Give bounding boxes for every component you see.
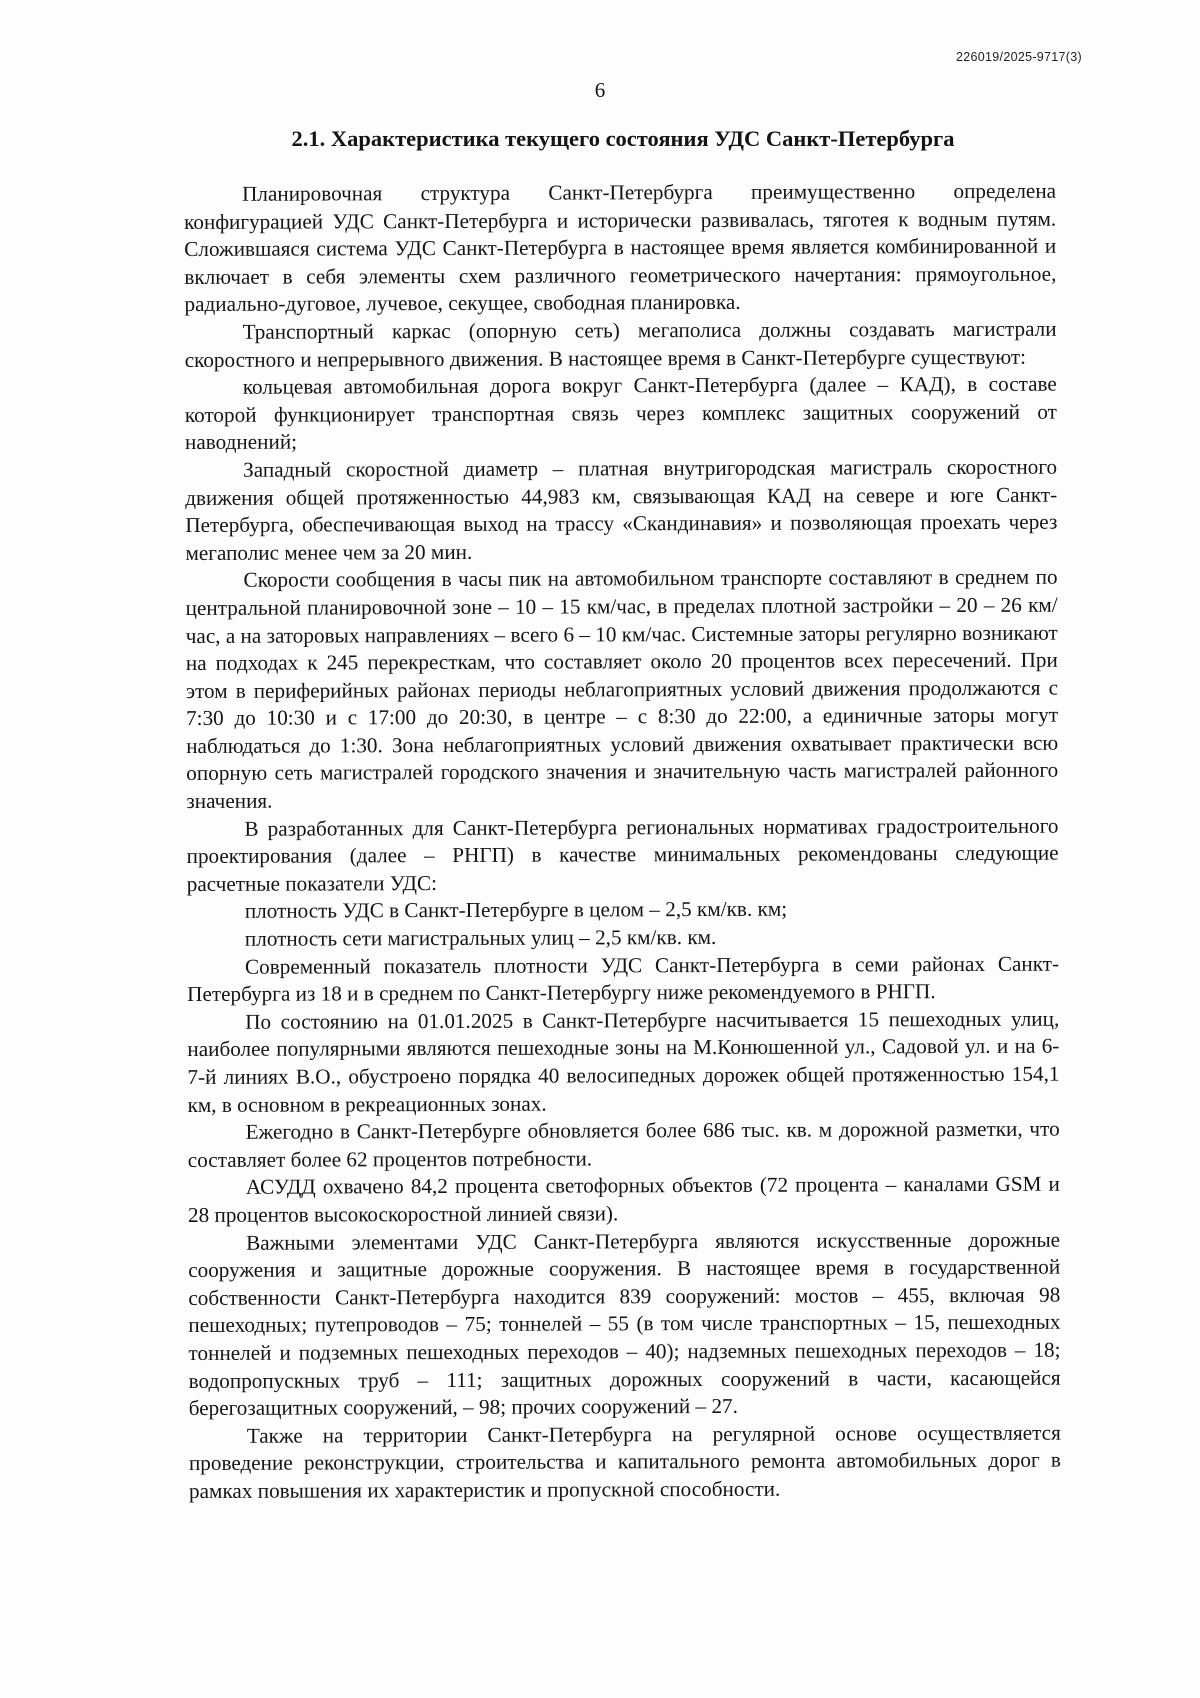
paragraph-asudd: АСУДД охвачено 84,2 процента светофорных объектов (72 процента – каналами GSM и 28 процентов высокоскоростной линией связи).: [187, 1172, 1060, 1227]
paragraph-speeds: Скорости сообщения в часы пик на автомобильном транспорте составляют в среднем по центральной планировочной зоне – 10 – 15 км/час, в пределах плотной застройки – 20 – 26 км/час, а на заторовых направлениях – всего 6 – 10 км/час. Системные заторы регулярно возникают на подходах к 245 перекресткам, что составляет около 20 процентов всех пересечений. При этом в периферийных районах периоды неблагоприятных условий движения продолжаются с 7:30 до 10:30 и с 17:00 до 20:30, в центре – с 8:30 до 22:00, а единичные заторы могут наблюдаться до 1:30. Зона неблагоприятных условий движения охватывает практически всю опорную сеть магистралей городского значения и значительную часть магистралей районного значения.: [185, 564, 1059, 814]
paragraph-rngp: В разработанных для Санкт-Петербурга региональных нормативах градостроительного проектирования (далее – РНГП) в качестве минимальных рекомендованы следующие расчетные показатели УДС:: [186, 813, 1059, 896]
paragraph-transport-frame: Транспортный каркас (опорную сеть) мегаполиса должны создавать магистрали скоростного и непрерывного движения. В настоящее время в Санкт-Петербурге существуют:: [184, 316, 1057, 372]
document-id: 226019/2025-9717(3): [956, 50, 1082, 64]
paragraph-zsd: Западный скоростной диаметр – платная внутригородская магистраль скоростного движения общей протяженностью 44,983 км, связывающая КАД на севере и юге Санкт-Петербурга, обеспечивающая выход на трассу «Скандинавия» и позволяющая проехать через мегаполис менее чем за 20 мин.: [185, 454, 1058, 565]
paragraph-reconstruction: Также на территории Санкт-Петербурга на регулярной основе осуществляется проведение реконструкции, строительства и капитального ремонта автомобильных дорог в рамках повышения их характеристик и пропускной способности.: [188, 1420, 1061, 1503]
paragraph-pedestrian: По состоянию на 01.01.2025 в Санкт-Петербурге насчитывается 15 пешеходных улиц, наиболее популярными являются пешеходные зоны на М.Конюшенной ул., Садовой ул. и на 6-7-й линиях В.О., обустроено порядка 40 велосипедных дорожек общей протяженностью 154,1 км, в основном в рекреационных зонах.: [187, 1006, 1060, 1117]
paragraph-density-uds: плотность УДС в Санкт-Петербурге в целом – 2,5 км/кв. км;: [244, 897, 788, 924]
paragraph-density-current: Современный показатель плотности УДС Санкт-Петербурга в семи районах Санкт-Петербурга из 18 и в среднем по Санкт-Петербургу ниже рекомендуемого в РНГП.: [187, 951, 1060, 1007]
paragraph-road-marking: Ежегодно в Санкт-Петербурге обновляется более 686 тыс. кв. м дорожной разметки, что составляет более 62 процентов потребности.: [187, 1116, 1060, 1172]
paragraph-structures: Важными элементами УДС Санкт-Петербурга являются искусственные дорожные сооружения и защитные дорожные сооружения. В настоящее время в государственной собственности Санкт-Петербурга находится 839 сооружений: мостов – 455, включая 98 пешеходных; путепроводов – 75; тоннелей – 55 (в том числе транспортных – 15, пешеходных тоннелей и подземных пешеходных переходов – 40); надземных пешеходных переходов – 18; водопропускных труб – 111; защитных дорожных сооружений в части, касающейся берегозащитных сооружений, – 98; прочих сооружений – 27.: [188, 1227, 1061, 1421]
document-body: [184, 178, 1061, 1506]
page-number: 6: [594, 78, 606, 102]
paragraph-kad: кольцевая автомобильная дорога вокруг Санкт-Петербурга (далее – КАД), в составе которой функционирует транспортная связь через комплекс защитных сооружений от наводнений;: [184, 371, 1057, 455]
paragraph-density-streets: плотность сети магистральных улиц – 2,5 км/кв. км.: [244, 924, 717, 951]
section-title: 2.1. Характеристика текущего состояния УДС Санкт-Петербурга: [291, 126, 955, 151]
paragraph-planning-structure: Планировочная структура Санкт-Петербурга преимущественно определена конфигурацией УДС Санкт-Петербурга и исторически развивалась, тяготея к водным путям. Сложившаяся система УДС Санкт-Петербурга в настоящее время является комбинированной и включает в себя элементы схем различного геометрического начертания: прямоугольное, радиально-дуговое, лучевое, секущее, свободная планировка.: [184, 178, 1057, 317]
